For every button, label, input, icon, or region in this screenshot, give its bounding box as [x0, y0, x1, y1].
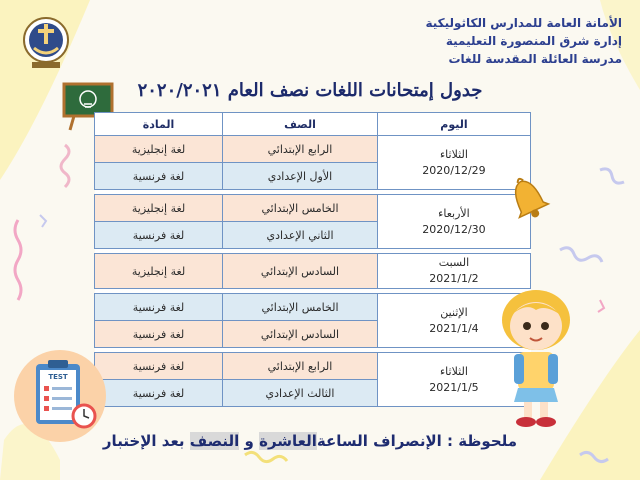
school-header — [425, 14, 622, 68]
header-line-3: مدرسة العائلة المقدسة للغات — [448, 52, 622, 66]
table-row — [95, 353, 531, 380]
student-girl-icon — [486, 280, 586, 430]
day-date: 2020/12/30 — [422, 222, 486, 236]
day-name: الثلاثاء — [440, 147, 468, 161]
grade-cell: الخامس الإبتدائي — [223, 195, 378, 222]
day-name: الإثنين — [440, 305, 468, 319]
table-row — [95, 136, 531, 163]
dismissal-note — [100, 432, 520, 450]
subject-cell: لغة فرنسية — [95, 380, 223, 407]
note-middle: و — [239, 432, 260, 450]
day-date: 2021/1/5 — [429, 380, 479, 394]
bell-icon — [500, 168, 556, 228]
day-name: الأربعاء — [438, 206, 470, 220]
exam-schedule-table — [94, 112, 531, 407]
grade-cell: الرابع الإبتدائي — [223, 136, 378, 163]
note-suffix: بعد الإختبار — [102, 432, 190, 450]
grade-cell: السادس الإبتدائي — [223, 321, 378, 348]
grade-cell: السادس الإبتدائي — [223, 254, 378, 289]
table-row — [95, 195, 531, 222]
clipboard-label: TEST — [48, 373, 68, 381]
subject-cell: لغة فرنسية — [95, 294, 223, 321]
page-title: جدول إمتحانات اللغات نصف العام ٢٠٢٠/٢٠٢١ — [137, 80, 483, 101]
grade-cell: الخامس الإبتدائي — [223, 294, 378, 321]
grade-cell: الثاني الإعدادي — [223, 222, 378, 249]
test-clipboard-icon — [10, 346, 110, 446]
table-row — [95, 294, 531, 321]
school-logo-icon — [22, 12, 70, 72]
table-header-row — [95, 113, 531, 136]
note-highlight-1: العاشرة — [259, 432, 317, 450]
grade-cell: الأول الإعدادي — [223, 163, 378, 190]
day-name: السبت — [438, 256, 470, 269]
subject-cell: لغة إنجليزية — [95, 136, 223, 163]
header-grade: الصف — [223, 113, 378, 136]
subject-cell: لغة إنجليزية — [95, 195, 223, 222]
day-date: 2021/1/4 — [429, 321, 479, 335]
subject-cell: لغة فرنسية — [95, 321, 223, 348]
header-line-2: إدارة شرق المنصورة التعليمية — [445, 34, 622, 48]
note-highlight-2: النصف — [189, 432, 240, 450]
day-date: 2021/1/2 — [429, 272, 479, 285]
table-row — [95, 254, 531, 289]
day-name: الثلاثاء — [440, 364, 468, 378]
header-day: اليوم — [377, 113, 530, 136]
grade-cell: الرابع الإبتدائي — [223, 353, 378, 380]
subject-cell: لغة فرنسية — [95, 353, 223, 380]
subject-cell: لغة فرنسية — [95, 222, 223, 249]
subject-cell: لغة فرنسية — [95, 163, 223, 190]
header-line-1: الأمانة العامة للمدارس الكاثوليكية — [425, 16, 622, 30]
header-subject: المادة — [95, 113, 223, 136]
grade-cell: الثالث الإعدادي — [223, 380, 378, 407]
day-date: 2020/12/29 — [422, 163, 486, 177]
note-prefix: ملحوظة : الإنصراف الساعة — [316, 432, 518, 450]
subject-cell: لغة إنجليزية — [95, 254, 223, 289]
